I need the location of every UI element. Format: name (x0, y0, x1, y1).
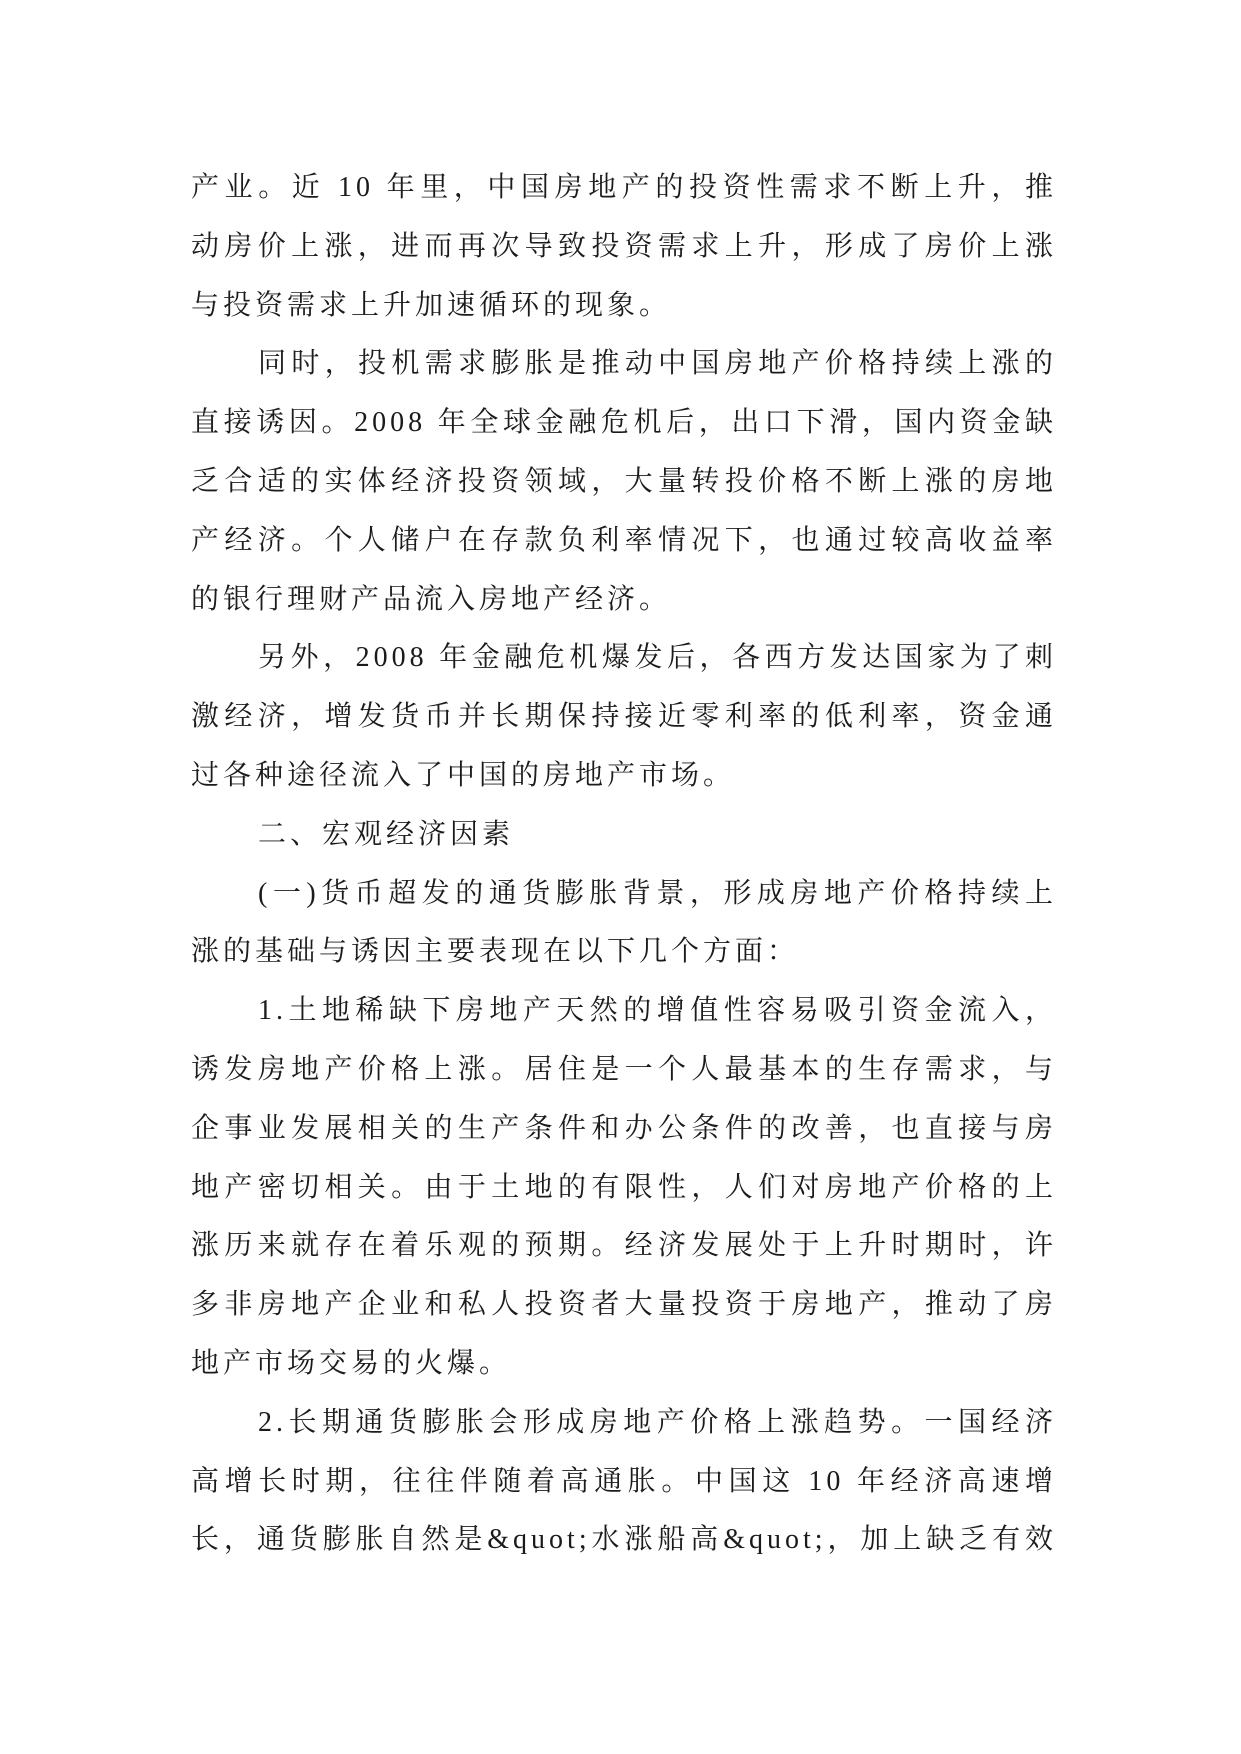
heading-text: 二、宏观经济因素 (258, 818, 515, 850)
text-line: 诱发房地产价格上涨。居住是一个人最基本的生存需求，与 (191, 1053, 1057, 1085)
text-line: 2.长期通货膨胀会形成房地产价格上涨趋势。一国经济 (258, 1406, 1057, 1438)
text-line: 地产密切相关。由于土地的有限性，人们对房地产价格的上 (191, 1171, 1057, 1203)
text-line: 与投资需求上升加速循环的现象。 (191, 289, 672, 321)
text-line: 同时，投机需求膨胀是推动中国房地产价格持续上涨的 (258, 348, 1057, 380)
text-line: (一)货币超发的通货膨胀背景，形成房地产价格持续上 (258, 877, 1057, 909)
text-line: 产业。近 10 年里，中国房地产的投资性需求不断上升，推 (191, 172, 1057, 203)
text-line: 企事业发展相关的生产条件和办公条件的改善，也直接与房 (191, 1112, 1057, 1144)
text-line: 动房价上涨，进而再次导致投资需求上升，形成了房价上涨 (191, 230, 1057, 262)
paragraph (191, 865, 1057, 983)
paragraph (191, 1394, 1057, 1570)
text-line: 激经济，增发货币并长期保持接近零利率的低利率，资金通 (191, 701, 1057, 733)
document-page (191, 159, 1057, 1570)
text-line: 乏合适的实体经济投资领域，大量转投价格不断上涨的房地 (191, 465, 1057, 497)
text-line: 涨历来就存在着乐观的预期。经济发展处于上升时期时，许 (191, 1230, 1057, 1262)
text-line: 高增长时期，往往伴随着高通胀。中国这 10 年经济高速增 (191, 1465, 1057, 1497)
text-line: 过各种途径流入了中国的房地产市场。 (191, 759, 736, 791)
text-line: 多非房地产企业和私人投资者大量投资于房地产，推动了房 (191, 1289, 1057, 1321)
text-line: 长，通货膨胀自然是&quot;水涨船高&quot;，加上缺乏有效 (191, 1524, 1057, 1556)
paragraph (191, 982, 1057, 1394)
text-line: 直接诱因。2008 年全球金融危机后，出口下滑，国内资金缺 (191, 407, 1057, 439)
text-line: 的银行理财产品流入房地产经济。 (191, 583, 672, 615)
section-heading (191, 806, 1057, 865)
paragraph (191, 335, 1057, 629)
paragraph (191, 629, 1057, 805)
text-line: 地产市场交易的火爆。 (191, 1347, 512, 1379)
paragraph (191, 159, 1057, 335)
text-line: 1.土地稀缺下房地产天然的增值性容易吸引资金流入， (258, 995, 1057, 1027)
text-line: 另外，2008 年金融危机爆发后，各西方发达国家为了刺 (258, 642, 1057, 674)
text-line: 涨的基础与诱因主要表现在以下几个方面： (191, 936, 800, 968)
text-line: 产经济。个人储户在存款负利率情况下，也通过较高收益率 (191, 524, 1057, 556)
